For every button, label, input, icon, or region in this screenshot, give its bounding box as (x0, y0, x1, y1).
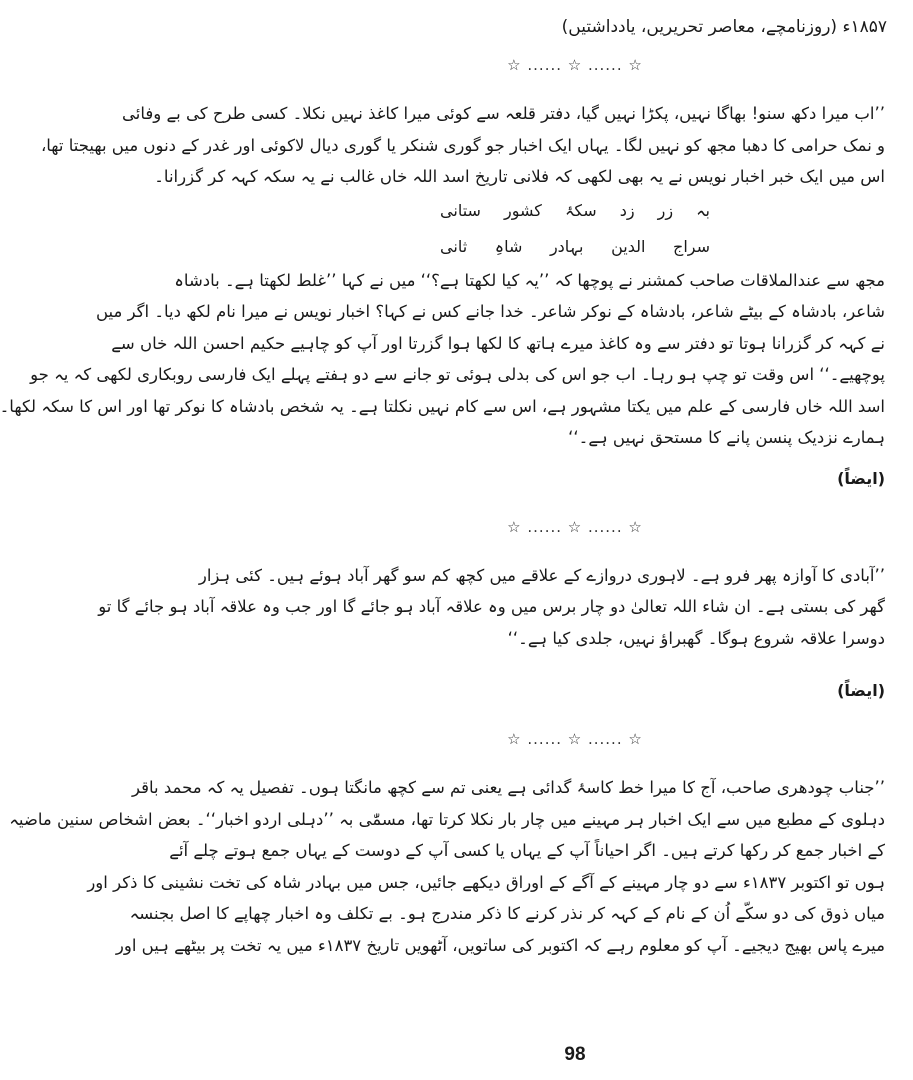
verse-word: الدین (611, 236, 646, 256)
verse-word: سراج (672, 236, 710, 256)
spacer (259, 750, 891, 772)
running-header: ۱۸۵۷ء (روزنامچے، معاصر تحریریں، یادداشتیں) (561, 17, 887, 37)
spacer (259, 494, 891, 516)
verse-word: بہادر (549, 236, 584, 256)
page-number: 98 (564, 1044, 586, 1065)
source-attribution: (ایضاً) (837, 681, 885, 700)
spacer (259, 454, 891, 464)
source-attribution: (ایضاً) (837, 468, 885, 488)
spacer (259, 538, 891, 560)
persian-verse (440, 193, 710, 265)
text-line: شاعر، بادشاہ کے بیٹے شاعر، بادشاہ کے نوکر شاعر۔ خدا جانے کس نے کہا؟ اخبار نویس نے میرا نام لکھ دیا۔ اگر میں (95, 302, 885, 321)
text-line: دوسرا علاقہ شروع ہوگا۔ گھبراؤ نہیں، جلدی کیا ہے۔‘‘ (507, 628, 885, 648)
verse-word: زر (657, 200, 674, 220)
text-line: اس میں ایک خبر اخبار نویس نے یہ بھی لکھی کہ فلانی تاریخ اسد اللہ خاں غالب نے یہ سکہ کہہ کر گزرانا۔ (154, 167, 885, 186)
text-line: و نمک حرامی کا دھبا مجھ کو نہیں لگا۔ یہاں ایک اخبار جو گوری شنکر یا گوری دیال لاکوئی اور غدر کے دنوں میں بھیجتا تھا، (40, 135, 885, 155)
star-separator: ☆ ...... ☆ ...... ☆ (507, 517, 643, 536)
spacer (259, 654, 891, 676)
text-line: دہلوی کے مطبع میں سے ایک اخبار ہر مہینے میں چار بار نکلا کرتا تھا، مسمّٰی بہ ’’دہلی اردو اخبار‘‘۔ بعض اشخاص سنین ماضیہ (9, 809, 885, 829)
verse-word: ثانی (440, 236, 468, 256)
text-line: ہمارے نزدیک پنسن پانے کا مستحق نہیں ہے۔‘‘ (568, 428, 885, 447)
verse-word: کشور (504, 200, 542, 220)
text-line: ’’جناب چودھری صاحب، آج کا میرا خط کاسۂ گدائی ہے یعنی تم سے کچھ مانگتا ہوں۔ تفصیل یہ کہ محمد باقر (132, 778, 885, 797)
star-separator: ☆ ...... ☆ ...... ☆ (507, 56, 643, 74)
text-line: میرے پاس بھیج دیجیے۔ آپ کو معلوم رہے کہ اکتوبر کی ساتویں، آٹھویں تاریخ ۱۸۳۷ء میں یہ تخت پر بیٹھے ہیں اور (115, 935, 885, 955)
verse-word: زد (619, 200, 635, 220)
section-1-opening (40, 98, 891, 193)
verse-line-1 (440, 193, 710, 229)
text-line: پوچھیے۔‘‘ اس وقت تو چپ ہو رہا۔ اب جو اس کی بدلی ہوئی تو جانے سے دو ہفتے پہلے ایک فارسی روبکاری لکھی کہ یہ جو (30, 365, 885, 384)
text-line: کے اخبار جمع کر رکھا کرتے ہیں۔ اگر احیاناً آپ کے یہاں یا کسی آپ کے دوست کے یہاں جمع ہوتے چلے آئے (169, 841, 885, 860)
verse-word: بہ (696, 200, 710, 220)
book-page (0, 14, 891, 1065)
text-line: ہوں تو اکتوبر ۱۸۳۷ء سے دو چار مہینے کے آگے کے اوراق دیکھے جائیں، جس میں بہادر شاہ کی تخت نشینی کا ذکر اور (87, 872, 885, 892)
section-1-body (0, 265, 891, 454)
text-line: ’’آبادی کا آوازہ پھر فرو ہے۔ لاہوری دروازے کے علاقے میں کچھ کم سو گھر آباد ہوئے ہیں۔ کئی ہزار (198, 565, 885, 585)
verse-word: شاہِ (494, 236, 523, 256)
verse-word: ستانی (440, 200, 481, 220)
verse-word: سکۂ (565, 200, 597, 220)
text-line: ’’اب میرا دکھ سنو! بھاگا نہیں، پکڑا نہیں گیا، دفتر قلعہ سے کوئی میرا کاغذ نہیں نکلا۔ کسی طرح کی بے وفائی (122, 104, 885, 123)
verse-line-2 (440, 229, 710, 265)
spacer (259, 44, 891, 54)
spacer (259, 76, 891, 98)
star-separator: ☆ ...... ☆ ...... ☆ (507, 730, 643, 748)
text-line: مجھ سے عندالملاقات صاحب کمشنر نے پوچھا کہ ’’یہ کیا لکھتا ہے؟‘‘ میں نے کہا ’’غلط لکھتا ہے۔ بادشاہ (174, 270, 885, 290)
text-line: نے کہہ کر گزرانا ہوتا تو دفتر سے وہ کاغذ میرے ہاتھ کا لکھا ہوا گزرتا اور آپ کو چاہیے حکیم احسن اللہ خاں سے (111, 333, 885, 353)
text-line: میاں ذوق کی دو سکّے اُن کے نام کے کہہ کر نذر کرنے کا ذکر مندرج ہو۔ بے تکلف وہ اخبار چھاپے کا اصل بجنسہ (129, 904, 885, 923)
spacer (259, 706, 891, 728)
text-line: گھر کی بستی ہے۔ ان شاء اللہ تعالیٰ دو چار برس میں وہ علاقہ آباد ہو جائے گا اور جب وہ علاقہ آباد ہو جائے گا تو (98, 597, 885, 616)
text-line: اسد اللہ خاں فارسی کے علم میں یکتا مشہور ہے، اس سے کام نہیں نکلتا ہے۔ یہ شخص بادشاہ کا نوکر تھا اور اس کا سکہ لکھا۔ (0, 396, 885, 416)
section-2-body (98, 560, 891, 655)
section-3-body (9, 772, 891, 961)
